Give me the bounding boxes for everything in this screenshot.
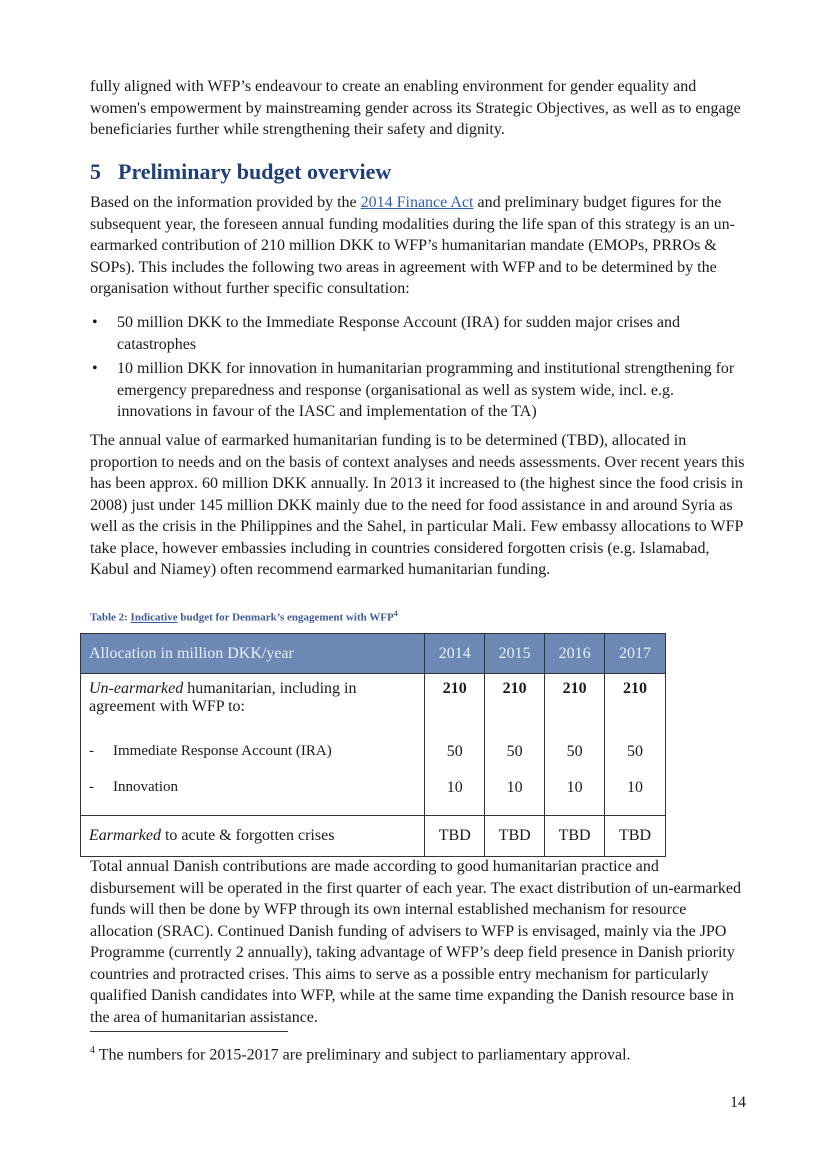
cell-value: 10 — [605, 779, 666, 816]
cell-value: 50 — [605, 743, 666, 779]
header-2017: 2017 — [605, 634, 666, 674]
table-header-row — [81, 634, 666, 674]
cell-value: 50 — [545, 743, 605, 779]
caption-rest: budget for Denmark’s engagement with WFP — [177, 611, 394, 624]
budget-table — [80, 633, 666, 857]
label-rest: to acute & forgotten crises — [160, 827, 335, 844]
table-caption — [90, 609, 398, 624]
row-label-earmarked — [81, 816, 425, 857]
row-dash: - — [89, 743, 94, 759]
caption-footnote-ref: 4 — [393, 609, 398, 618]
cell-value: 210 — [605, 674, 666, 744]
finance-act-link[interactable]: 2014 Finance Act — [360, 194, 474, 211]
table-row-unearmarked — [81, 674, 666, 744]
section-title: Preliminary budget overview — [118, 159, 392, 184]
section-number: 5 — [90, 159, 101, 184]
label-text: Innovation — [113, 779, 178, 795]
cell-value: 210 — [425, 674, 485, 744]
footnote-divider — [90, 1031, 288, 1032]
caption-underlined-word: Indicative — [130, 611, 178, 624]
page-number: 14 — [730, 1094, 746, 1111]
cell-value: 210 — [545, 674, 605, 744]
cell-value: 50 — [485, 743, 545, 779]
cell-value: 50 — [425, 743, 485, 779]
budget-text-start: Based on the information provided by the — [90, 194, 361, 211]
table-row-earmarked — [81, 816, 666, 857]
cell-value: TBD — [545, 816, 605, 857]
row-label-innovation — [81, 779, 425, 816]
table-row-innovation — [81, 779, 666, 816]
annual-value-paragraph: The annual value of earmarked humanitarian funding is to be determined (TBD), allocated in proportion to needs and on the basis of context analyses and needs assessments. Over recent years this has been approx. 60 million DKK annually. In 2013 it increased to (the highest since the food crisis in 2008) just under 145 million DKK mainly due to the need for food assistance in and around Syria as well as the crisis in the Philippines and the Sahel, in particular Mali. Few embassy allocations to WFP take place, however embassies including in countries considered forgotten crisis (e.g. Islamabad, Kabul and Niamey) often recommend earmarked humanitarian funding. — [90, 432, 745, 578]
row-label-ira — [81, 743, 425, 779]
cell-value: TBD — [485, 816, 545, 857]
header-2015: 2015 — [485, 634, 545, 674]
row-dash: - — [89, 779, 94, 795]
bullet-text: 10 million DKK for innovation in humanitarian programming and institutional strengthening for emergency preparedness and response (organisational as well as system wide, incl. e.g. innovations in favour of the IASC and implementation of the TA) — [117, 360, 735, 420]
cell-value: 10 — [545, 779, 605, 816]
cell-value: TBD — [605, 816, 666, 857]
bullet-item-ira — [90, 312, 746, 355]
caption-prefix: Table 2: — [90, 611, 131, 624]
cell-value: 210 — [485, 674, 545, 744]
footnote-text: The numbers for 2015-2017 are preliminary and subject to parliamentary approval. — [95, 1046, 631, 1064]
header-2014: 2014 — [425, 634, 485, 674]
table-row-ira — [81, 743, 666, 779]
footnote — [90, 1040, 631, 1065]
bullet-text: 50 million DKK to the Immediate Response Account (IRA) for sudden major crises and catastrophes — [117, 314, 680, 353]
bullet-marker: • — [92, 360, 98, 377]
label-italic: Un-earmarked — [89, 680, 184, 697]
total-contributions-paragraph: Total annual Danish contributions are made according to good humanitarian practice and disbursement will be operated in the first quarter of each year. The exact distribution of un-earmarked funds will then be done by WFP through its own internal established mechanism for resource allocation (SRAC). Continued Danish funding of advisers to WFP is envisaged, mainly via the JPO Programme (currently 2 annually), taking advantage of WFP’s deep field presence in Danish priority countries and protracted crises. This aims to serve as a possible entry mechanism for particularly qualified Danish candidates into WFP, while at the same time expanding the Danish resource base in the area of humanitarian assistance. — [90, 858, 742, 1026]
section-heading — [90, 158, 391, 186]
label-rest: humanitarian, including in agreement with WFP to: — [89, 680, 357, 715]
header-allocation: Allocation in million DKK/year — [81, 634, 425, 674]
cell-value: 10 — [485, 779, 545, 816]
label-italic: Earmarked — [89, 827, 161, 844]
bullet-item-innovation — [90, 358, 746, 423]
budget-text-end: and preliminary budget figures for the subsequent year, the foreseen annual funding modalities during the life span of this strategy is an un-earmarked contribution of 210 million DKK to WFP’s humanitarian mandate (EMOPs, PRROs & SOPs). This includes the following two areas in agreement with WFP and to be determined by the organisation without further specific consultation: — [90, 194, 735, 297]
header-2016: 2016 — [545, 634, 605, 674]
cell-value: 10 — [425, 779, 485, 816]
footnote-marker: 4 — [90, 1045, 95, 1056]
funding-bullet-list — [90, 312, 746, 426]
cell-value: TBD — [425, 816, 485, 857]
bullet-marker: • — [92, 314, 98, 331]
budget-paragraph — [90, 192, 746, 300]
row-label-unearmarked — [81, 674, 425, 744]
intro-paragraph: fully aligned with WFP’s endeavour to create an enabling environment for gender equality and women's empowerment by mainstreaming gender across its Strategic Objectives, as well as to engage beneficiaries further while strengthening their safety and dignity. — [90, 78, 741, 138]
label-text: Immediate Response Account (IRA) — [113, 743, 332, 759]
